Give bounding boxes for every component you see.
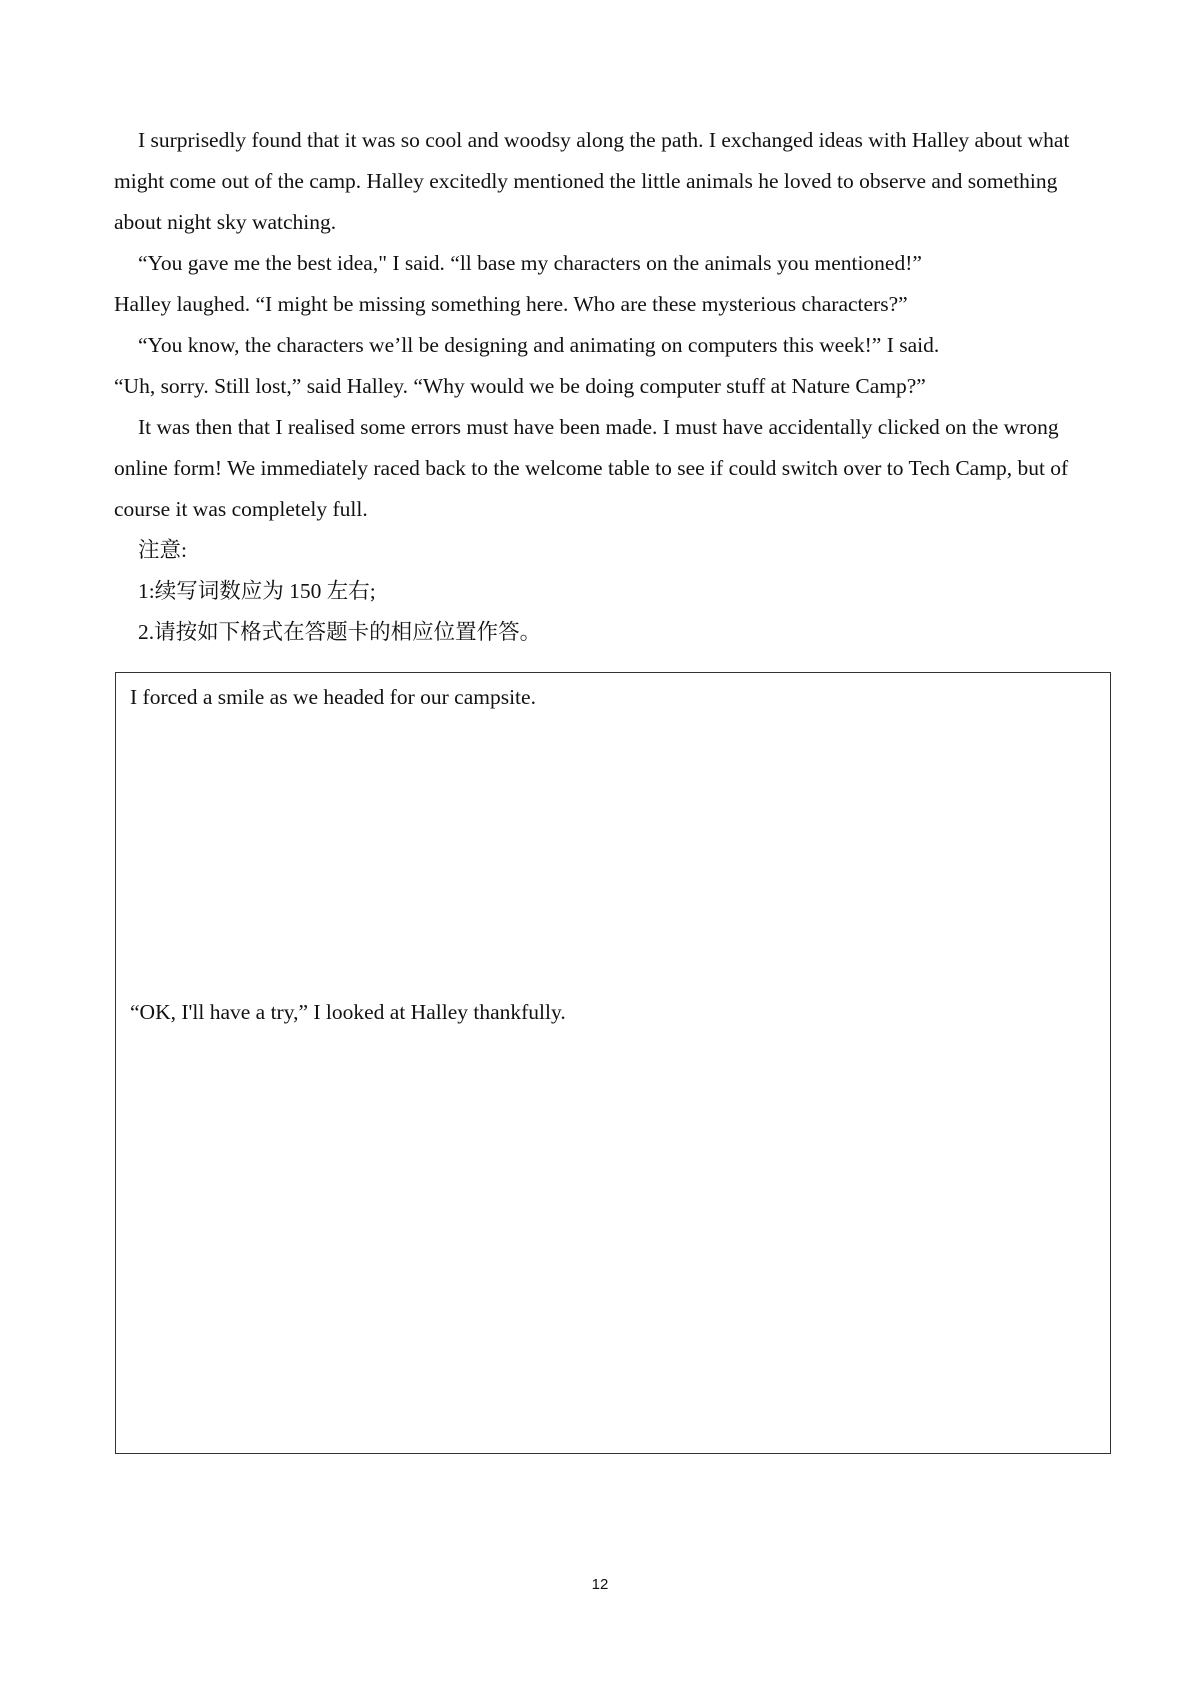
instruction-item: 2.请按如下格式在答题卡的相应位置作答。: [138, 620, 542, 644]
answer-box[interactable]: [115, 672, 1111, 1454]
paragraph: “You gave me the best idea," I said. “ll base my characters on the animals you mentioned!”: [138, 251, 922, 275]
continuation-prompt-1: I forced a smile as we headed for our campsite.: [130, 685, 536, 709]
instructions: [138, 530, 541, 653]
paragraph: Halley laughed. “I might be missing something here. Who are these mysterious characters?”: [114, 292, 908, 316]
instructions-heading: 注意:: [138, 538, 187, 562]
continuation-prompt-2: “OK, I'll have a try,” I looked at Halley thankfully.: [130, 1000, 566, 1024]
paragraph: “Uh, sorry. Still lost,” said Halley. “Why would we be doing computer stuff at Nature Camp?”: [114, 374, 926, 398]
page-number: 12: [591, 1576, 609, 1593]
instruction-item: 1:续写词数应为 150 左右;: [138, 579, 376, 603]
paragraph: It was then that I realised some errors must have been made. I must have accidentally clicked on the wrong online form! We immediately raced back to the welcome table to see if could switch over to Tech Camp, but of course it was completely full.: [114, 415, 1069, 521]
paragraph: I surprisedly found that it was so cool and woodsy along the path. I exchanged ideas with Halley about what might come out of the camp. Halley excitedly mentioned the little animals he loved to observe and something about night sky watching.: [114, 128, 1070, 234]
story-passage: [114, 120, 1094, 530]
paragraph: “You know, the characters we’ll be designing and animating on computers this week!” I said.: [138, 333, 940, 357]
